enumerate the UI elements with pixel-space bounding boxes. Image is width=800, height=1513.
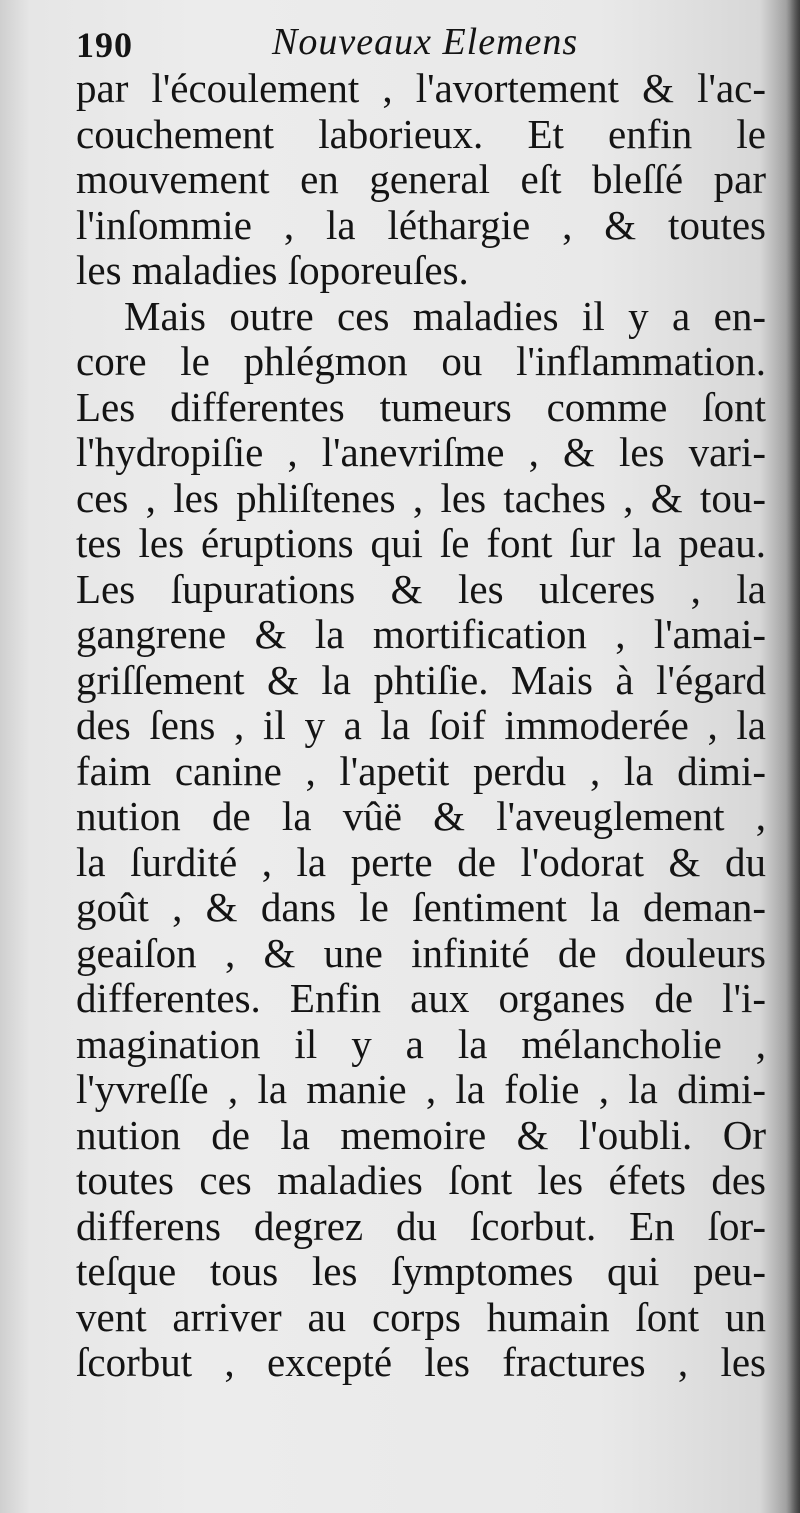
text-line: ſcorbut , excepté les fractures , les <box>76 1339 766 1385</box>
text-line: des ſens , il y a la ſoif immoderée , la <box>76 702 766 748</box>
text-line: differentes. Enfin aux organes de l'i- <box>76 975 766 1021</box>
text-line: griſſement & la phtiſie. Mais à l'égard <box>76 656 766 703</box>
text-line: nution de la memoire & l'oubli. Or <box>76 1111 766 1158</box>
text-line: magination il y a la mélancholie , <box>76 1020 766 1067</box>
text-line: teſque tous les ſymptomes qui peu- <box>76 1248 766 1294</box>
text-line: les maladies ſoporeuſes. <box>76 247 469 293</box>
running-head <box>76 18 766 68</box>
paragraph-first-line: Mais outre ces maladies il y a en- <box>124 292 766 339</box>
text-line: l'yvreſſe , la manie , la folie , la dimi- <box>76 1066 766 1112</box>
text-line: vent arriver au corps humain ſont un <box>76 1293 766 1340</box>
text-line: couchement laborieux. Et enfin le <box>76 110 766 157</box>
text-line: la ſurdité , la perte de l'odorat & du <box>76 838 766 885</box>
text-line: geaiſon , & une infinité de douleurs <box>76 929 766 976</box>
text-line: l'hydropiſie , l'anevriſme , & les vari- <box>76 429 766 475</box>
text-line: toutes ces maladies ſont les éfets des <box>76 1157 766 1203</box>
text-line: ces , les phliſtenes , les taches , & tou- <box>76 474 766 521</box>
text-line: Les ſupurations & les ulceres , la <box>76 565 766 612</box>
text-line: Les differentes tumeurs comme ſont <box>76 383 766 430</box>
body-text <box>76 66 766 1386</box>
text-line: tes les éruptions qui ſe font ſur la peau. <box>76 520 766 566</box>
running-title: Nouveaux Elemens <box>272 21 579 63</box>
text-line: mouvement en general eſt bleſſé par <box>76 156 766 202</box>
text-line: faim canine , l'apetit perdu , la dimi- <box>76 747 766 794</box>
text-line: l'inſommie , la léthargie , & toutes <box>76 201 766 248</box>
text-line: gangrene & la mortification , l'amai- <box>76 611 766 657</box>
text-line: nution de la vûë & l'aveuglement , <box>76 793 766 839</box>
text-line: par l'écoulement , l'avortement & l'ac- <box>76 65 766 111</box>
page-number: 190 <box>76 25 133 65</box>
text-line: core le phlégmon ou l'inflammation. <box>76 338 766 384</box>
text-line: goût , & dans le ſentiment la deman- <box>76 884 766 930</box>
text-line: differens degrez du ſcorbut. En ſor- <box>76 1202 766 1249</box>
